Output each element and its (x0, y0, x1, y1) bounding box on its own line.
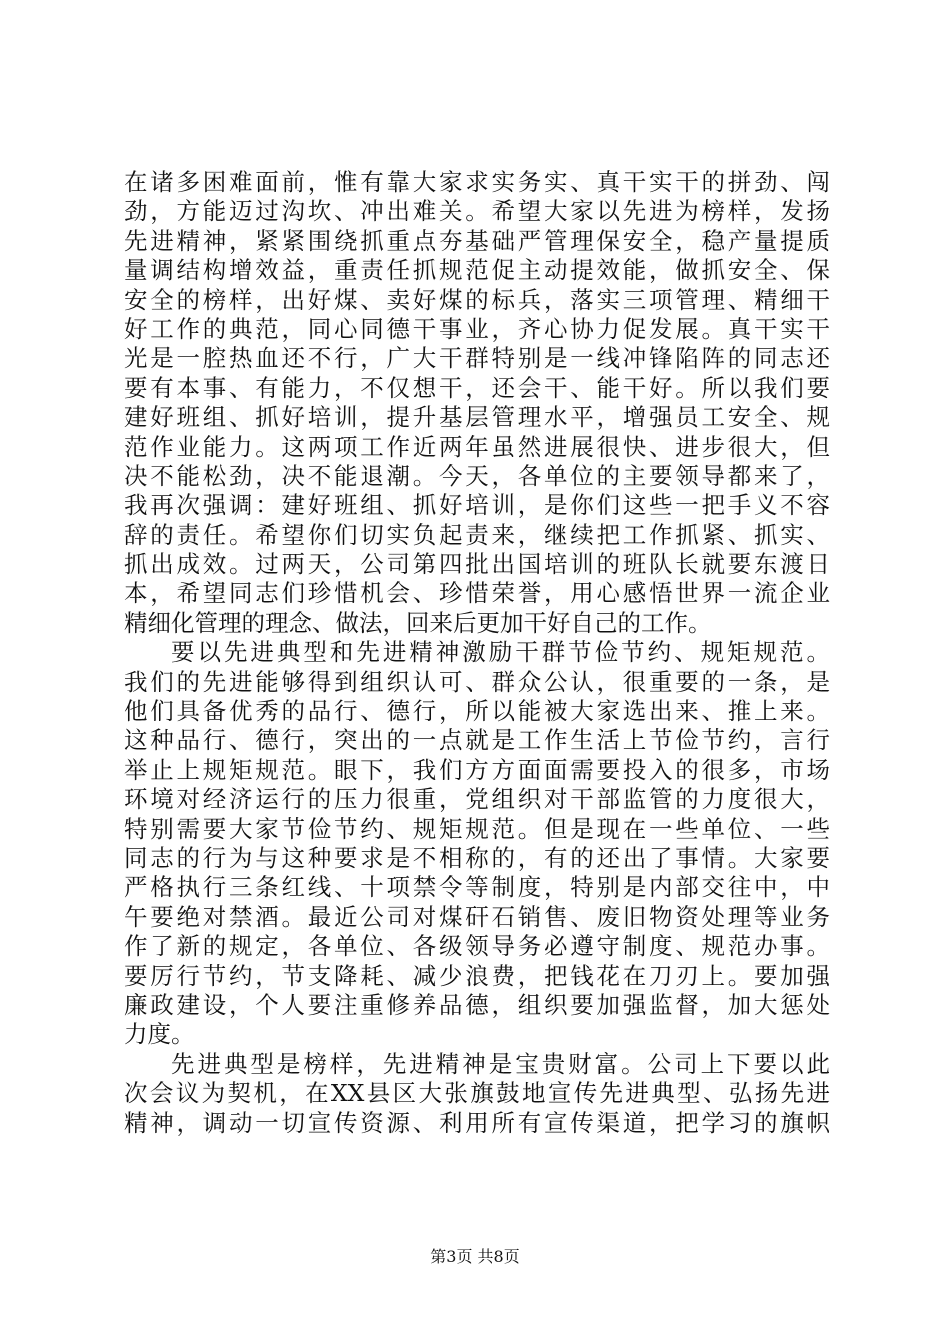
text-line: 特别需要大家节俭节约、规矩规范。但是现在一些单位、一些 (124, 814, 830, 843)
text-line: 次会议为契机，在XX县区大张旗鼓地宣传先进典型、弘扬先进 (124, 1079, 830, 1108)
text-line: 精神，调动一切宣传资源、利用所有宣传渠道，把学习的旗帜 (124, 1108, 830, 1137)
text-line: 作了新的规定，各单位、各级领导务必遵守制度、规范办事。 (124, 932, 830, 961)
text-line: 午要绝对禁酒。最近公司对煤矸石销售、废旧物资处理等业务 (124, 902, 830, 931)
text-line: 我们的先进能够得到组织认可、群众公认，很重要的一条，是 (124, 667, 830, 696)
text-line: 要有本事、有能力，不仅想干，还会干、能干好。所以我们要 (124, 373, 830, 402)
text-line: 安全的榜样，出好煤、卖好煤的标兵，落实三项管理、精细干 (124, 285, 830, 314)
text-line: 这种品行、德行，突出的一点就是工作生活上节俭节约，言行 (124, 726, 830, 755)
text-line: 要厉行节约，节支降耗、减少浪费，把钱花在刀刃上。要加强 (124, 961, 830, 990)
text-line: 举止上规矩规范。眼下，我们方方面面需要投入的很多，市场 (124, 755, 830, 784)
text-line: 辞的责任。希望你们切实负起责来，继续把工作抓紧、抓实、 (124, 520, 830, 549)
text-line: 抓出成效。过两天，公司第四批出国培训的班队长就要东渡日 (124, 550, 830, 579)
text-line: 同志的行为与这种要求是不相称的，有的还出了事情。大家要 (124, 843, 830, 872)
text-line: 要以先进典型和先进精神激励干群节俭节约、规矩规范。 (171, 638, 830, 667)
text-line: 好工作的典范，同心同德干事业，齐心协力促发展。真干实干 (124, 314, 830, 343)
text-line: 严格执行三条红线、十项禁令等制度，特别是内部交往中，中 (124, 873, 830, 902)
text-line: 范作业能力。这两项工作近两年虽然进展很快、进步很大，但 (124, 432, 830, 461)
text-line: 本，希望同志们珍惜机会、珍惜荣誉，用心感悟世界一流企业 (124, 579, 830, 608)
text-line: 在诸多困难面前，惟有靠大家求实务实、真干实干的拼劲、闯 (124, 168, 830, 196)
document-body (124, 168, 830, 1138)
text-line: 力度。 (124, 1020, 195, 1049)
text-line: 量调结构增效益，重责任抓规范促主动提效能，做抓安全、保 (124, 256, 830, 285)
text-line: 先进精神，紧紧围绕抓重点夯基础严管理保安全，稳产量提质 (124, 226, 830, 255)
text-line: 环境对经济运行的压力很重，党组织对干部监管的力度很大， (124, 785, 830, 814)
text-line: 先进典型是榜样，先进精神是宝贵财富。公司上下要以此 (171, 1049, 830, 1078)
text-line: 建好班组、抓好培训，提升基层管理水平，增强员工安全、规 (124, 403, 830, 432)
text-line: 我再次强调：建好班组、抓好培训，是你们这些一把手义不容 (124, 491, 830, 520)
page-number-footer: 第3页 共8页 (430, 1247, 520, 1266)
text-line: 劲，方能迈过沟坎、冲出难关。希望大家以先进为榜样，发扬 (124, 197, 830, 226)
text-line: 廉政建设，个人要注重修养品德，组织要加强监督，加大惩处 (124, 990, 830, 1019)
text-line: 精细化管理的理念、做法，回来后更加干好自己的工作。 (124, 608, 712, 637)
text-line: 他们具备优秀的品行、德行，所以能被大家选出来、推上来。 (124, 697, 830, 726)
text-line: 决不能松劲，决不能退潮。今天，各单位的主要领导都来了， (124, 461, 830, 490)
text-line: 光是一腔热血还不行，广大干群特别是一线冲锋陷阵的同志还 (124, 344, 830, 373)
